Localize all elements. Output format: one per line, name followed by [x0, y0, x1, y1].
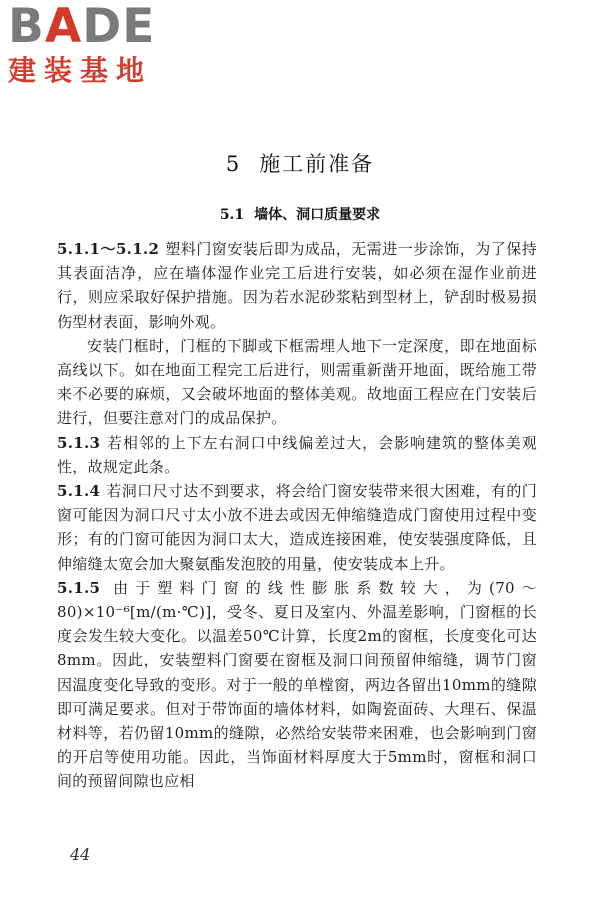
logo-letter-b: B	[8, 0, 45, 54]
chapter-heading	[0, 150, 600, 178]
clause-number: 5.1.3	[57, 433, 101, 452]
paragraph-text: 由于塑料门窗的线性膨胀系数较大，为(70～80)×10⁻⁶[m/(m·℃)]，受冬、夏日及室内、外温差影响，门窗框的长度会发生较大变化。以温差50℃计算，长度2m的窗框，长度变化可达8mm。因此，安装塑料门窗要在窗框及洞口间预留伸缩缝，调节门窗因温度变化导致的变形。对于一般的单樘窗，两边各留出10mm的缝隙即可满足要求。但对于带饰面的墙体材料，如陶瓷面砖、大理石、保温材料等，若仍留10mm的缝隙，必然给安装带来困难，也会影响到门窗的开启等使用功能。因此，当饰面材料厚度大于5mm时，窗框和洞口间的预留间隙也应相	[57, 578, 537, 791]
section-title-text: 墙体、洞口质量要求	[254, 207, 381, 223]
chapter-number: 5	[225, 152, 242, 176]
section-number: 5.1	[219, 207, 245, 223]
paragraph-text: 安装门框时，门框的下脚或下框需埋人地下一定深度，即在地面标高线以下。如在地面工程完工后进行，则需重新凿开地面，既给施工带来不必要的麻烦，又会破坏地面的整体美观。故地面工程应在门安装后进行，但要注意对门的成品保护。	[57, 336, 537, 428]
clause-number: 5.1.5	[57, 578, 101, 597]
section-heading	[0, 205, 600, 225]
logo-subtitle: 建装基地	[8, 54, 153, 87]
paragraph-5-1-3	[57, 431, 537, 479]
paragraph-door-frame	[57, 334, 537, 431]
logo-wordmark	[8, 2, 155, 52]
bade-logo	[8, 2, 178, 94]
paragraph-5-1-4	[57, 479, 537, 576]
paragraph-text: 若洞口尺寸达不到要求，将会给门窗安装带来很大困难，有的门窗可能因为洞口尺寸太小放不进去或因无伸缩缝造成门窗使用过程中变形；有的门窗可能因为洞口太大，造成连接困难，使安装强度降低，且伸缩缝太宽会加大聚氨酯发泡胶的用量，使安装成本上升。	[57, 482, 537, 573]
clause-number: 5.1.1～5.1.2	[57, 240, 160, 258]
paragraph-text: 塑料门窗安装后即为成品，无需进一步涂饰，为了保持其表面洁净，应在墙体湿作业完工后进行安装，如必须在湿作业前进行，则应采取好保护措施。因为若水泥砂浆粘到型材上，铲刮时极易损伤型材表面，影响外观。	[57, 240, 538, 331]
body-text	[57, 237, 537, 794]
paragraph-5-1-1	[57, 237, 537, 334]
chapter-title-text: 施工前准备	[259, 152, 375, 176]
logo-letters-de: DE	[82, 0, 156, 54]
paragraph-text: 若相邻的上下左右洞口中线偏差过大，会影响建筑的整体美观性，故规定此条。	[57, 433, 537, 476]
page-number: 44	[70, 845, 91, 864]
paragraph-5-1-5	[57, 576, 537, 794]
logo-letter-a: A	[44, 0, 83, 54]
clause-number: 5.1.4	[57, 482, 101, 501]
